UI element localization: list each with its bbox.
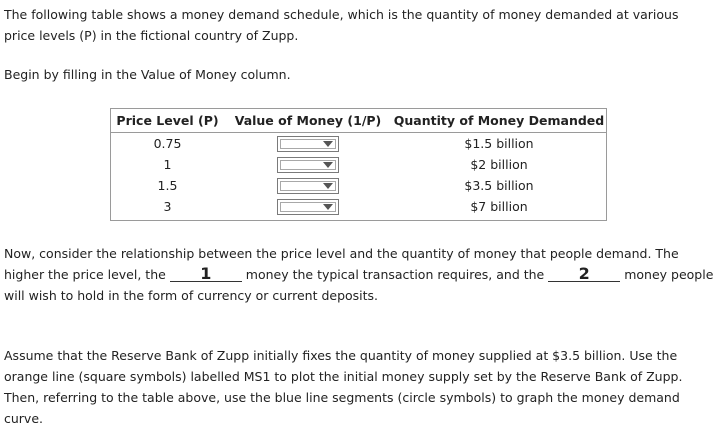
value-of-money-dropdown-4[interactable] [277,199,339,215]
header-quantity-demanded: Quantity of Money Demanded [392,109,606,133]
header-value-of-money: Value of Money (1/P) [224,109,392,133]
price-level-cell: 0.75 [153,136,182,151]
table-row [111,196,606,217]
relation-text [4,243,716,306]
value-of-money-cell [224,133,392,155]
quantity-cell: $3.5 billion [464,178,534,193]
chevron-down-icon [323,204,333,210]
table-row [111,133,606,155]
value-of-money-cell [224,175,392,196]
header-price-level: Price Level (P) [111,109,224,133]
quantity-cell: $7 billion [470,199,528,214]
relation-part-1: Now, consider the relationship between the price level and the quantity of money that people demand. The higher the price level, the [4,246,679,282]
table-header-row [111,109,606,133]
quantity-cell: $1.5 billion [464,136,534,151]
value-of-money-dropdown-1[interactable] [277,136,339,152]
relation-part-3: money people will wish to hold in the form of currency or current deposits. [4,267,714,303]
chevron-down-icon [323,183,333,189]
value-of-money-cell [224,196,392,217]
chevron-down-icon [323,162,333,168]
value-of-money-dropdown-3[interactable] [277,178,339,194]
intro-text: The following table shows a money demand schedule, which is the quantity of money demanded at various price levels (P) in the fictional country of Zupp. [4,7,679,43]
price-level-cell: 3 [163,199,172,214]
blank-2-dropdown[interactable]: 2 [548,267,620,282]
table-row [111,175,606,196]
money-demand-table [110,108,607,221]
assume-text: Assume that the Reserve Bank of Zupp initially fixes the quantity of money supplied at $3.5 billion. Use the orange line (square symbols) labelled MS1 to plot the initial money supply set by the Reserve Bank of Zupp. Then, referring to the table above, use the blue line segments (circle symbols) to graph the money demand curve. [4,348,683,426]
relation-part-2: money the typical transaction requires, and the [245,267,545,282]
quantity-cell: $2 billion [470,157,528,172]
table-row [111,154,606,175]
price-level-cell: 1.5 [157,178,178,193]
instruction-text: Begin by filling in the Value of Money column. [4,67,291,82]
blank-1-dropdown[interactable]: 1 [170,267,242,282]
value-of-money-dropdown-2[interactable] [277,157,339,173]
chevron-down-icon [323,141,333,147]
value-of-money-cell [224,154,392,175]
price-level-cell: 1 [163,157,172,172]
